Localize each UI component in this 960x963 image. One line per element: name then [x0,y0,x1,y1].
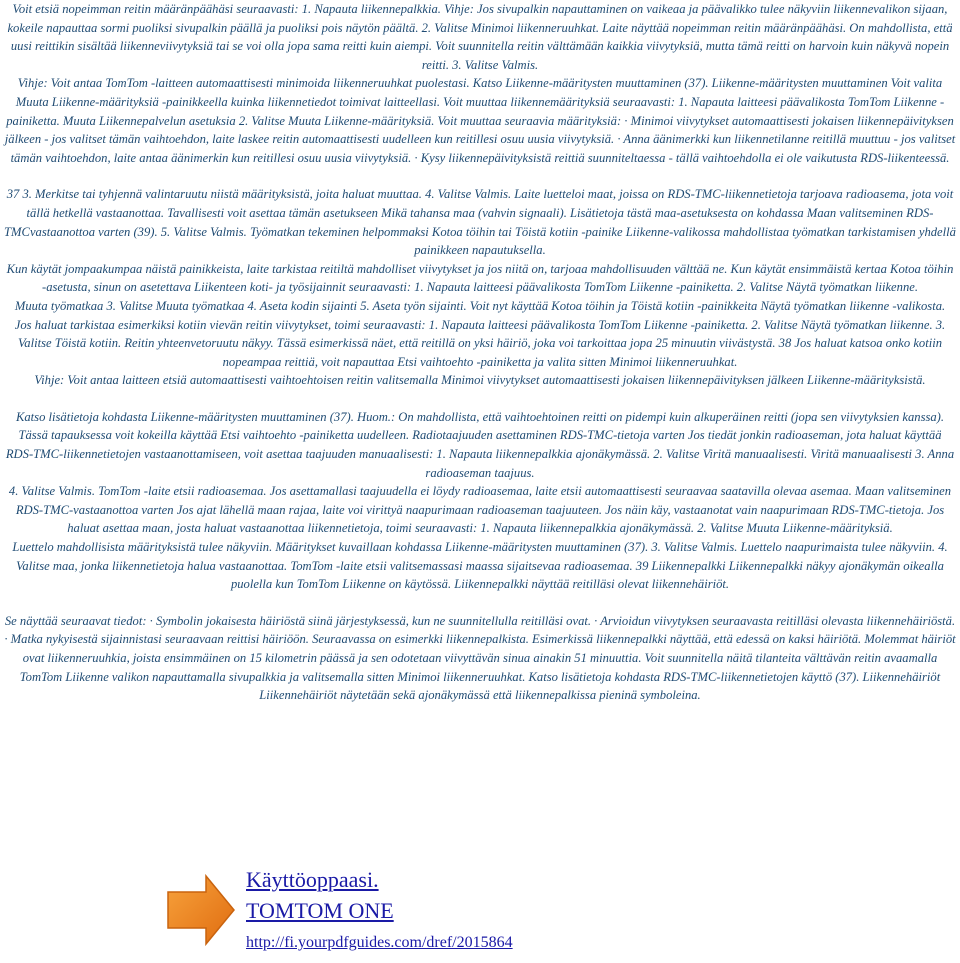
paragraph-gap [4,594,956,612]
paragraph-gap [4,390,956,408]
footer [160,862,960,962]
product-name-link[interactable]: TOMTOM ONE [246,898,394,923]
paragraph: Jos haluat tarkistaa esimerkiksi kotiin vievän reitin viivytykset, toimi seuraavasti: 1. Napauta laitteesi päävalikosta TomTom Liikenne -painiketta. 2. Valitse Näytä työmatkan liikenne. 3. Valitse Töistä kotiin. Reitin yhteenvetoruutu näkyy. Tässä esimerkissä näet, että reitillä on yksi häiriö, joka voi tarkoittaa jopa 25 minuutin viivästystä. 38 Jos haluat katsoa onko kotiin nopeampaa reittiä, voit napauttaa Etsi vaihtoehto -painiketta ja valita sitten Minimoi liikenneruuhkat. [14,317,946,369]
paragraph: Vihje: Voit antaa TomTom -laitteen automaattisesti minimoida liikenneruuhkat puolestasi. Katso Liikenne-määritysten muuttaminen (37). Liikenne-määritysten muuttaminen Voit valita Muuta Liikenne-määrityksiä -painikkeella kuinka liikennetiedot toimivat laitteellasi. Voit muuttaa liikennemäärityksiä seuraavasti: 1. Napauta laitteesi päävalikosta TomTom Liikenne -painiketta. Muuta Liikennepalvelun asetuksia 2. Valitse Muuta Liikenne-määrityksiä. Voit muuttaa seuraavia määrityksiä: · Minimoi viivytykset automaattisesti jokaisen liikennepäivityksen jälkeen - jos valitset tämän vaihtoehdon, laite laskee reitin automaattisesti uudelleen kun reitillesi osuu uusia viivytyksiä. · Anna äänimerkki kun liikennetilanne reitillä muuttuu - jos valitset tämän vaihtoehdon, laite antaa äänimerkin kun reitillesi osuu uusia viivytyksiä. · Kysy liikennepäivityksistä reittiä suunniteltaessa - tällä vaihtoehdolla ei ole vaikutusta RDS-liikenteessä. [4,76,956,165]
paragraph: 37 3. Merkitse tai tyhjennä valintaruutu niistä määrityksistä, joita haluat muuttaa. 4. Valitse Valmis. Laite luetteloi maat, joissa on RDS-TMC-liikennetietoja tarjoava radioasema, jota voit tällä hetkellä vastaanottaa. Tavallisesti voit asettaa tämän asetukseen Mikä tahansa maa (vahvin signaali). Lisätietoja tästä maa-asetuksesta on kohdassa Maan valitseminen RDS-TMCvastaanottoa varten (39). 5. Valitse Valmis. Työmatkan tekeminen helpommaksi Kotoa töihin tai Töistä kotiin -painike Liikenne-valikossa mahdollistaa työmatkan tarkistamisen yhdellä painikkeen napautuksella. [4,187,956,258]
paragraph: Luettelo mahdollisista määrityksistä tulee näkyviin. Määritykset kuvaillaan kohdassa Liikenne-määritysten muuttaminen (37). 3. Valitse Valmis. Luettelo naapurimaista tulee näkyviin. 4. Valitse maa, jonka liikennetietoja halua vastaanottaa. TomTom -laite etsii valitsemassasi maassa sijaitsevaa radioasemaa. 39 Liikennepalkki Liikennepalkki näkyy ajonäkymän oikealla puolella kun TomTom Liikenne on käytössä. Liikennepalkki näyttää reitilläsi olevat liikennehäiriöt. [12,540,948,592]
paragraph: Voit etsiä nopeimman reitin määränpäähäsi seuraavasti: 1. Napauta liikennepalkkia. Vihje: Jos sivupalkin napauttaminen on vaikeaa ja päävalikko tulee näkyviin liikennevalikon sijaan, kokeile napauttaa sormi puoliksi sivupalkin päällä ja puoliksi pois näytön päältä. 2. Valitse Minimoi liikenneruuhkat. Laite näyttää nopeimman reitin määränpäähäsi. On mahdollista, että uusi reittikin sisältää liikenneviivytyksiä tai se voi olla jopa sama reitti kuin aiempi. Voit suunnitella reitin välttämään kaikkia viivytyksiä, mutta tämä reitti on harvoin kuin näkyvä nopein reitti. 3. Valitse Valmis. [7,2,953,72]
paragraph-gap [4,167,956,185]
paragraph: Se näyttää seuraavat tiedot: · Symbolin jokaisesta häiriöstä siinä järjestyksessä, kun ne suunnitellulla reitilläsi ovat. · Arvioidun viivytyksen seuraavasta reitilläsi olevasta liikennehäiriöstä. · Matka nykyisestä sijainnistasi seuraavaan reittisi häiriöön. Seuraavassa on esimerkki liikennepalkista. Esimerkissä liikennepalkki näyttää, että edessä on kaksi häiriötä. Molemmat häiriöt ovat liikenneruuhkia, joista ensimmäinen on 15 kilometrin päässä ja sen odotetaan viivyttävän sinua ainakin 51 minuuttia. Voit suunnitella näitä tilanteita välttävän reitin avaamalla TomTom Liikenne valikon napauttamalla sivupalkkia ja valitsemalla sitten Minimoi liikenneruuhkat. Katso lisätietoja kohdasta RDS-TMC-liikennetietojen käyttö (37). Liikennehäiriöt Liikennehäiriöt näytetään sekä ajonäkymässä että liikennepalkissa pieninä symboleina. [4,613,956,703]
paragraph: Muuta työmatkaa 3. Valitse Muuta työmatkaa 4. Aseta kodin sijainti 5. Aseta työn sijainti. Voit nyt käyttää Kotoa töihin ja Töistä kotiin -painikkeita Näytä työmatkan liikenne -valikosta. [14,298,946,313]
source-url-link[interactable]: http://fi.yourpdfguides.com/dref/2015864 [246,934,513,951]
paragraph: 4. Valitse Valmis. TomTom -laite etsii radioasemaa. Jos asettamallasi taajuudella ei löydy radioasemaa, laite etsii automaattisesti seuraavaa saatavilla olevaa asemaa. Maan valitseminen RDS-TMC-vastaanottoa varten Jos ajat lähellä maan rajaa, laite voi virittyä naapurimaan radioaseman taajuuteen. Jos näin käy, vastaanotat vain naapurimaan RDS-TMC-tietoja. Jos haluat asettaa maan, josta haluat vastaanottaa liikennetietoja, toimi seuraavasti: 1. Napauta liikennepalkkia ajonäkymässä. 2. Valitse Muuta Liikenne-määrityksiä. [8,484,952,536]
footer-links [246,866,513,958]
paragraph: Katso lisätietoja kohdasta Liikenne-määritysten muuttaminen (37). Huom.: On mahdollista, että vaihtoehtoinen reitti on pidempi kuin alkuperäinen reitti (jopa sen viivytyksien kanssa). Tässä tapauksessa voit kokeilla käyttää Etsi vaihtoehto -painiketta uudelleen. Radiotaajuuden asettaminen RDS-TMC-tietoja varten Jos tiedät jonkin radioaseman, jota haluat käyttää RDS-TMC-liikennetietojen vastaanottamiseen, voit asettaa taajuuden manuaalisesti: 1. Napauta liikennepalkkia ajonäkymässä. 2. Valitse Viritä manuaalisesti. Viritä manuaalisesti 3. Anna radioaseman taajuus. [5,409,955,480]
orange-arrow-icon [160,870,238,950]
manual-title-link[interactable]: Käyttöoppaasi. [246,867,379,892]
paragraph: Kun käytät jompaakumpaa näistä painikkeista, laite tarkistaa reitiltä mahdolliset viivytykset ja jos niitä on, tarjoaa mahdollisuuden välttää ne. Kun käytät ensimmäistä kertaa Kotoa töihin -asetusta, sinun on asetettava Liikenteen koti- ja työsijainnit seuraavasti: 1. Napauta laitteesi päävalikosta TomTom Liikenne -painiketta. 2. Valitse Näytä työmatkan liikenne. [6,261,954,295]
paragraph: Vihje: Voit antaa laitteen etsiä automaattisesti vaihtoehtoisen reitin valitsemalla Minimoi viivytykset automaattisesti jokaisen liikennepäivityksen jälkeen Liikenne-määrityksistä. [34,373,926,388]
